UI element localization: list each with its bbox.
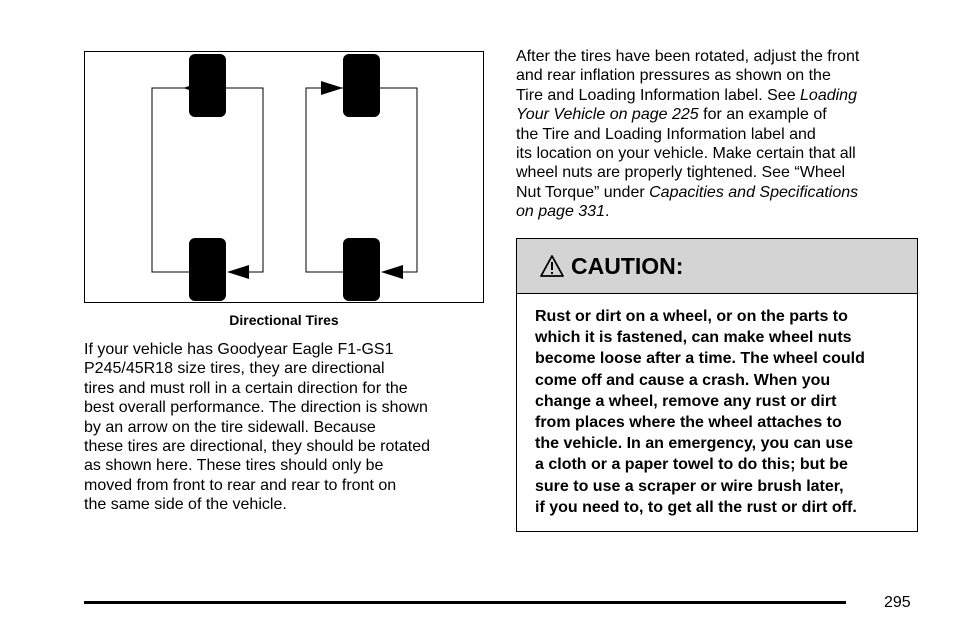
caution-line: if you need to, to get all the rust or dirt off.	[535, 498, 857, 516]
left-line: as shown here. These tires should only be	[84, 457, 384, 475]
figure-caption: Directional Tires	[229, 312, 339, 328]
right-front-arrow-icon	[321, 81, 343, 95]
right-line	[516, 86, 916, 105]
caution-line: which it is fastened, can make wheel nuts	[535, 329, 852, 347]
right-paragraph	[516, 47, 916, 222]
caution-line: come off and cause a crash. When you	[535, 371, 831, 389]
right-line	[516, 105, 916, 124]
warning-triangle-icon	[539, 254, 565, 278]
page-number: 295	[884, 594, 911, 611]
tire-rotation-svg	[85, 52, 485, 304]
caution-line: sure to use a scraper or wire brush later,	[535, 477, 844, 495]
right-line: and rear inflation pressures as shown on the	[516, 67, 831, 85]
right-line	[516, 183, 916, 202]
caution-line: the vehicle. In an emergency, you can use	[535, 435, 854, 453]
caution-line: Rust or dirt on a wheel, or on the parts to	[535, 308, 848, 325]
right-line	[516, 202, 916, 221]
left-line: best overall performance. The direction is shown	[84, 399, 428, 417]
loading-your-vehicle-ref: Your Vehicle on page 225	[516, 106, 699, 124]
left-line: these tires are directional, they should be rotated	[84, 438, 430, 456]
left-line: If your vehicle has Goodyear Eagle F1-GS1	[84, 341, 394, 358]
caution-line: a cloth or a paper towel to do this; but be	[535, 456, 848, 474]
caution-line: from places where the wheel attaches to	[535, 414, 842, 432]
caution-line: become loose after a time. The wheel could	[535, 350, 865, 368]
left-return-line	[226, 88, 263, 272]
left-rear-arrow-icon	[227, 265, 249, 279]
directional-tires-diagram	[84, 51, 484, 303]
capacities-ref: on page 331	[516, 203, 605, 221]
capacities-ref: Capacities and Specifications	[649, 183, 859, 201]
right-line: wheel nuts are properly tightened. See “Wheel	[516, 164, 846, 182]
right-line: its location on your vehicle. Make certain that all	[516, 145, 856, 163]
tire-right-front	[343, 54, 380, 117]
tire-left-rear	[189, 238, 226, 301]
right-return-line	[380, 88, 417, 272]
caution-line: change a wheel, remove any rust or dirt	[535, 392, 837, 410]
right-rear-arrow-icon	[381, 265, 403, 279]
left-paragraph	[84, 340, 484, 515]
caution-box	[516, 238, 918, 532]
right-line-text: for an example of	[698, 106, 827, 124]
right-line-text: Nut Torque” under	[516, 183, 650, 201]
right-line-text: .	[604, 203, 610, 221]
left-line: tires and must roll in a certain direction for the	[84, 379, 408, 397]
left-line: the same side of the vehicle.	[84, 496, 287, 514]
left-line: P245/45R18 size tires, they are directional	[84, 360, 385, 378]
right-line-text: Tire and Loading Information label. See	[516, 86, 801, 104]
left-line: moved from front to rear and rear to front on	[84, 476, 397, 494]
footer-rule	[84, 601, 846, 604]
caution-title: CAUTION:	[571, 252, 684, 279]
right-line: After the tires have been rotated, adjust the front	[516, 48, 860, 65]
right-line: the Tire and Loading Information label and	[516, 125, 816, 143]
right-rotation-line	[306, 88, 343, 272]
left-line: by an arrow on the tire sidewall. Because	[84, 418, 376, 436]
caution-body	[517, 294, 917, 518]
caution-header	[517, 239, 917, 294]
loading-your-vehicle-ref: Loading	[800, 86, 857, 104]
tire-left-front	[189, 54, 226, 117]
tire-right-rear	[343, 238, 380, 301]
left-rotation-line	[152, 88, 191, 272]
